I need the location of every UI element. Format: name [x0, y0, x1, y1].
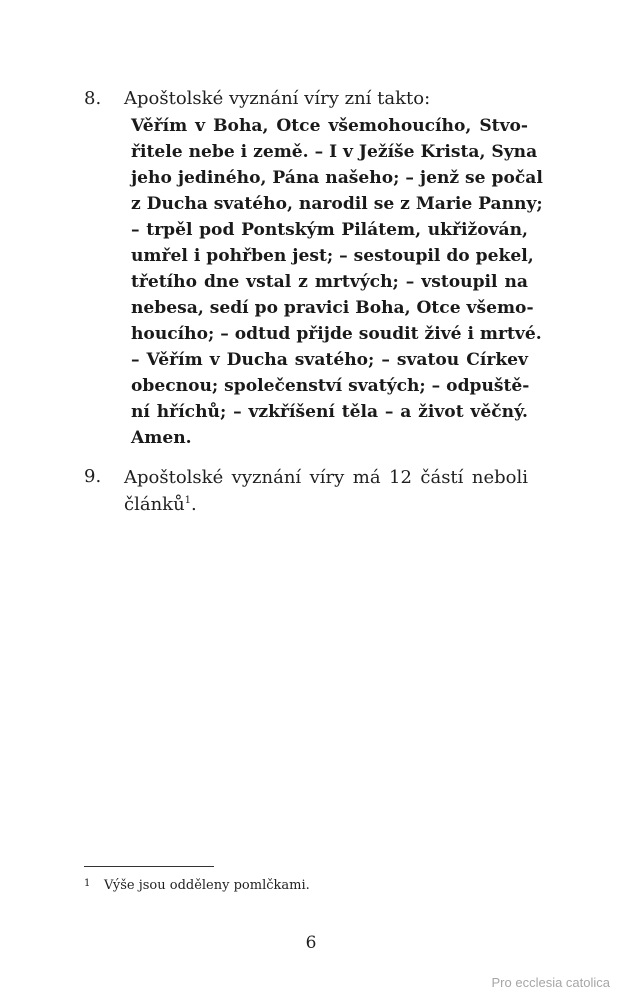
item-body-line [124, 491, 528, 518]
footnote [84, 874, 528, 896]
item-body-text [124, 464, 528, 518]
item-intro-text: Apoštolské vyznání víry zní takto: [124, 88, 431, 109]
watermark-text: Pro ecclesia catolica [491, 975, 610, 990]
item-number: 8. [84, 88, 102, 109]
creed-line: umřel i pohřben jest; – sestoupil do pekel, [131, 246, 534, 266]
list-item-9 [84, 464, 528, 518]
creed-line: obecnou; společenství svatých; – odpuště- [131, 376, 530, 396]
creed-line: řitele nebe i země. – I v Ježíše Krista, Syna [131, 142, 538, 162]
creed-line: Amen. [131, 428, 192, 448]
creed-line: jeho jediného, Pána našeho; – jenž se počal [131, 168, 543, 188]
creed-line: houcího; – odtud přijde soudit živé i mrtvé. [131, 324, 542, 344]
footnote-divider [84, 866, 214, 867]
page-number: 6 [305, 933, 317, 953]
creed-line: ní hříchů; – vzkříšení těla – a život věčný. [131, 402, 528, 422]
item-body-word: článků [124, 494, 185, 515]
apostles-creed-text [131, 113, 543, 451]
creed-line: Věřím v Boha, Otce všemohoucího, Stvo- [131, 116, 528, 136]
item-number: 9. [84, 466, 102, 487]
footnote-number: 1 [84, 878, 91, 889]
creed-line: – trpěl pod Pontským Pilátem, ukřižován, [131, 220, 528, 240]
footnote-reference[interactable]: 1 [184, 495, 192, 506]
creed-line: třetího dne vstal z mrtvých; – vstoupil na [131, 272, 528, 292]
footnote-text: Výše jsou odděleny pomlčkami. [104, 878, 310, 893]
item-body-punctuation: . [191, 494, 197, 515]
creed-line: nebesa, sedí po pravici Boha, Otce všemo- [131, 298, 534, 318]
list-item-8 [84, 86, 543, 451]
item-body-line: Apoštolské vyznání víry má 12 částí neboli [124, 467, 528, 488]
creed-line: – Věřím v Ducha svatého; – svatou Církev [131, 350, 528, 370]
creed-line: z Ducha svatého, narodil se z Marie Panny; [131, 194, 543, 214]
